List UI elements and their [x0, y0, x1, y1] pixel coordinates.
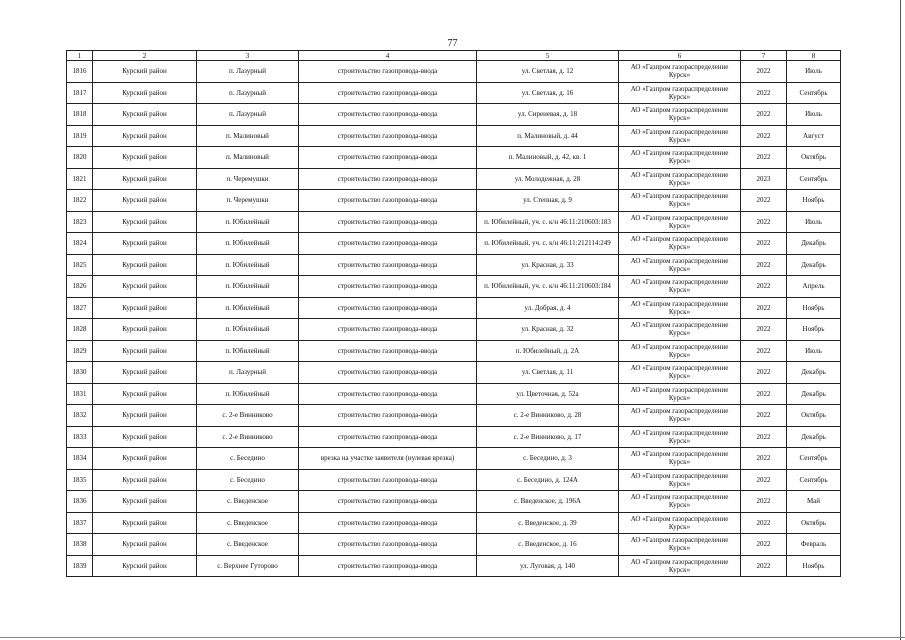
locality-cell: п. Малиновый	[197, 147, 299, 169]
column-number: 1	[67, 51, 93, 61]
organization-cell: АО «Газпром газораспределение Курск»	[619, 405, 741, 427]
district-cell: Курский район	[93, 491, 197, 513]
organization-cell: АО «Газпром газораспределение Курск»	[619, 448, 741, 470]
locality-cell: п. Малиновый	[197, 125, 299, 147]
locality-cell: п. Юбилейный	[197, 254, 299, 276]
year-cell: 2022	[741, 512, 787, 534]
work-type-cell: строительство газопровода-ввода	[299, 534, 477, 556]
row-number-cell: 1817	[67, 82, 93, 104]
address-cell: с. Введенское, д. 39	[477, 512, 619, 534]
year-cell: 2022	[741, 534, 787, 556]
table-row	[67, 82, 841, 104]
year-cell: 2022	[741, 469, 787, 491]
district-cell: Курский район	[93, 383, 197, 405]
month-cell: Октябрь	[787, 512, 841, 534]
locality-cell: п. Лазурный	[197, 362, 299, 384]
address-cell: п. Юбилейный, уч. с. к/н 46:11:210603:184	[477, 276, 619, 298]
address-cell: ул. Сиреневая, д. 18	[477, 104, 619, 126]
year-cell: 2022	[741, 190, 787, 212]
work-type-cell: строительство газопровода-ввода	[299, 276, 477, 298]
organization-cell: АО «Газпром газораспределение Курск»	[619, 211, 741, 233]
work-type-cell: строительство газопровода-ввода	[299, 190, 477, 212]
row-number-cell: 1827	[67, 297, 93, 319]
organization-cell: АО «Газпром газораспределение Курск»	[619, 491, 741, 513]
locality-cell: п. Юбилейный	[197, 276, 299, 298]
table-row	[67, 233, 841, 255]
table-row	[67, 362, 841, 384]
district-cell: Курский район	[93, 147, 197, 169]
district-cell: Курский район	[93, 297, 197, 319]
table-row	[67, 147, 841, 169]
work-type-cell: строительство газопровода-ввода	[299, 469, 477, 491]
page-number: 77	[447, 38, 458, 49]
year-cell: 2022	[741, 491, 787, 513]
month-cell: Июль	[787, 340, 841, 362]
column-number-row	[67, 51, 841, 61]
address-cell: с. 2-е Винниково, д. 28	[477, 405, 619, 427]
address-cell: ул. Луговая, д. 140	[477, 555, 619, 577]
work-type-cell: строительство газопровода-ввода	[299, 512, 477, 534]
row-number-cell: 1831	[67, 383, 93, 405]
organization-cell: АО «Газпром газораспределение Курск»	[619, 297, 741, 319]
address-cell: ул. Светлая, д. 11	[477, 362, 619, 384]
locality-cell: п. Юбилейный	[197, 211, 299, 233]
row-number-cell: 1838	[67, 534, 93, 556]
organization-cell: АО «Газпром газораспределение Курск»	[619, 555, 741, 577]
row-number-cell: 1819	[67, 125, 93, 147]
work-type-cell: строительство газопровода-ввода	[299, 405, 477, 427]
district-cell: Курский район	[93, 233, 197, 255]
month-cell: Июль	[787, 61, 841, 83]
row-number-cell: 1832	[67, 405, 93, 427]
locality-cell: с. Беседино	[197, 448, 299, 470]
row-number-cell: 1825	[67, 254, 93, 276]
year-cell: 2022	[741, 555, 787, 577]
organization-cell: АО «Газпром газораспределение Курск»	[619, 534, 741, 556]
organization-cell: АО «Газпром газораспределение Курск»	[619, 82, 741, 104]
table-row	[67, 405, 841, 427]
address-cell: ул. Светлая, д. 16	[477, 82, 619, 104]
work-type-cell: строительство газопровода-ввода	[299, 104, 477, 126]
locality-cell: п. Черемушки	[197, 168, 299, 190]
gas-connection-schedule-table	[66, 50, 841, 577]
year-cell: 2022	[741, 125, 787, 147]
table-row	[67, 534, 841, 556]
locality-cell: с. 2-е Винниково	[197, 426, 299, 448]
address-cell: п. Малиновый, д. 42, кв. 1	[477, 147, 619, 169]
row-number-cell: 1830	[67, 362, 93, 384]
row-number-cell: 1836	[67, 491, 93, 513]
organization-cell: АО «Газпром газораспределение Курск»	[619, 147, 741, 169]
organization-cell: АО «Газпром газораспределение Курск»	[619, 190, 741, 212]
work-type-cell: строительство газопровода-ввода	[299, 555, 477, 577]
locality-cell: с. Введенское	[197, 491, 299, 513]
row-number-cell: 1826	[67, 276, 93, 298]
work-type-cell: строительство газопровода-ввода	[299, 211, 477, 233]
row-number-cell: 1833	[67, 426, 93, 448]
address-cell: ул. Красная, д. 32	[477, 319, 619, 341]
work-type-cell: строительство газопровода-ввода	[299, 61, 477, 83]
table-row	[67, 190, 841, 212]
column-number: 3	[197, 51, 299, 61]
year-cell: 2022	[741, 340, 787, 362]
table-row	[67, 168, 841, 190]
year-cell: 2022	[741, 276, 787, 298]
month-cell: Октябрь	[787, 405, 841, 427]
address-cell: п. Малиновый, д. 44	[477, 125, 619, 147]
district-cell: Курский район	[93, 448, 197, 470]
locality-cell: п. Черемушки	[197, 190, 299, 212]
month-cell: Ноябрь	[787, 297, 841, 319]
organization-cell: АО «Газпром газораспределение Курск»	[619, 362, 741, 384]
locality-cell: с. Верхнее Гуторово	[197, 555, 299, 577]
month-cell: Февраль	[787, 534, 841, 556]
month-cell: Сентябрь	[787, 82, 841, 104]
month-cell: Август	[787, 125, 841, 147]
table-row	[67, 426, 841, 448]
address-cell: с. Введенское, д. 16	[477, 534, 619, 556]
work-type-cell: строительство газопровода-ввода	[299, 491, 477, 513]
year-cell: 2022	[741, 61, 787, 83]
locality-cell: п. Юбилейный	[197, 233, 299, 255]
year-cell: 2022	[741, 426, 787, 448]
work-type-cell: строительство газопровода-ввода	[299, 340, 477, 362]
address-cell: п. Юбилейный, уч. с. к/н 46:11:210603:183	[477, 211, 619, 233]
district-cell: Курский район	[93, 82, 197, 104]
page-edge-line	[900, 0, 901, 640]
column-number: 5	[477, 51, 619, 61]
organization-cell: АО «Газпром газораспределение Курск»	[619, 61, 741, 83]
district-cell: Курский район	[93, 555, 197, 577]
work-type-cell: строительство газопровода-ввода	[299, 168, 477, 190]
work-type-cell: строительство газопровода-ввода	[299, 82, 477, 104]
month-cell: Ноябрь	[787, 190, 841, 212]
organization-cell: АО «Газпром газораспределение Курск»	[619, 383, 741, 405]
district-cell: Курский район	[93, 405, 197, 427]
district-cell: Курский район	[93, 211, 197, 233]
table-row	[67, 555, 841, 577]
month-cell: Май	[787, 491, 841, 513]
work-type-cell: строительство газопровода-ввода	[299, 147, 477, 169]
work-type-cell: строительство газопровода-ввода	[299, 426, 477, 448]
organization-cell: АО «Газпром газораспределение Курск»	[619, 319, 741, 341]
table-row	[67, 211, 841, 233]
row-number-cell: 1816	[67, 61, 93, 83]
organization-cell: АО «Газпром газораспределение Курск»	[619, 276, 741, 298]
district-cell: Курский район	[93, 190, 197, 212]
page-bottom-line	[0, 637, 905, 638]
table-row	[67, 104, 841, 126]
month-cell: Декабрь	[787, 254, 841, 276]
work-type-cell: врезка на участке заявителя (нулевая врезка)	[299, 448, 477, 470]
month-cell: Декабрь	[787, 426, 841, 448]
work-type-cell: строительство газопровода-ввода	[299, 233, 477, 255]
work-type-cell: строительство газопровода-ввода	[299, 297, 477, 319]
district-cell: Курский район	[93, 254, 197, 276]
row-number-cell: 1835	[67, 469, 93, 491]
district-cell: Курский район	[93, 125, 197, 147]
year-cell: 2022	[741, 82, 787, 104]
address-cell: ул. Цветочная, д. 52а	[477, 383, 619, 405]
address-cell: с. 2-е Винниково, д. 17	[477, 426, 619, 448]
month-cell: Сентябрь	[787, 448, 841, 470]
year-cell: 2022	[741, 211, 787, 233]
work-type-cell: строительство газопровода-ввода	[299, 125, 477, 147]
organization-cell: АО «Газпром газораспределение Курск»	[619, 168, 741, 190]
locality-cell: с. Беседино	[197, 469, 299, 491]
address-cell: ул. Степная, д. 9	[477, 190, 619, 212]
locality-cell: п. Лазурный	[197, 61, 299, 83]
column-number: 6	[619, 51, 741, 61]
row-number-cell: 1828	[67, 319, 93, 341]
year-cell: 2022	[741, 147, 787, 169]
table-row	[67, 512, 841, 534]
row-number-cell: 1824	[67, 233, 93, 255]
column-number: 8	[787, 51, 841, 61]
year-cell: 2022	[741, 383, 787, 405]
organization-cell: АО «Газпром газораспределение Курск»	[619, 233, 741, 255]
year-cell: 2022	[741, 297, 787, 319]
district-cell: Курский район	[93, 168, 197, 190]
column-number: 7	[741, 51, 787, 61]
address-cell: ул. Добрая, д. 4	[477, 297, 619, 319]
month-cell: Июль	[787, 104, 841, 126]
work-type-cell: строительство газопровода-ввода	[299, 254, 477, 276]
work-type-cell: строительство газопровода-ввода	[299, 362, 477, 384]
month-cell: Декабрь	[787, 233, 841, 255]
locality-cell: п. Юбилейный	[197, 383, 299, 405]
month-cell: Октябрь	[787, 147, 841, 169]
row-number-cell: 1818	[67, 104, 93, 126]
month-cell: Апрель	[787, 276, 841, 298]
district-cell: Курский район	[93, 104, 197, 126]
organization-cell: АО «Газпром газораспределение Курск»	[619, 426, 741, 448]
year-cell: 2022	[741, 319, 787, 341]
work-type-cell: строительство газопровода-ввода	[299, 383, 477, 405]
locality-cell: п. Юбилейный	[197, 297, 299, 319]
address-cell: п. Юбилейный, уч. с. к/н 46:11:212114:249	[477, 233, 619, 255]
table-row	[67, 297, 841, 319]
year-cell: 2023	[741, 168, 787, 190]
locality-cell: п. Юбилейный	[197, 319, 299, 341]
table-row	[67, 383, 841, 405]
locality-cell: п. Лазурный	[197, 82, 299, 104]
year-cell: 2022	[741, 254, 787, 276]
address-cell: ул. Светлая, д. 12	[477, 61, 619, 83]
address-cell: с. Беседино, д. 3	[477, 448, 619, 470]
table-row	[67, 276, 841, 298]
locality-cell: п. Лазурный	[197, 104, 299, 126]
month-cell: Июль	[787, 211, 841, 233]
row-number-cell: 1834	[67, 448, 93, 470]
district-cell: Курский район	[93, 276, 197, 298]
locality-cell: с. 2-е Винниково	[197, 405, 299, 427]
table-row	[67, 491, 841, 513]
locality-cell: с. Введенское	[197, 534, 299, 556]
locality-cell: с. Введенское	[197, 512, 299, 534]
organization-cell: АО «Газпром газораспределение Курск»	[619, 512, 741, 534]
row-number-cell: 1829	[67, 340, 93, 362]
district-cell: Курский район	[93, 340, 197, 362]
organization-cell: АО «Газпром газораспределение Курск»	[619, 469, 741, 491]
row-number-cell: 1822	[67, 190, 93, 212]
organization-cell: АО «Газпром газораспределение Курск»	[619, 340, 741, 362]
year-cell: 2022	[741, 233, 787, 255]
row-number-cell: 1839	[67, 555, 93, 577]
column-number: 2	[93, 51, 197, 61]
month-cell: Ноябрь	[787, 555, 841, 577]
district-cell: Курский район	[93, 469, 197, 491]
district-cell: Курский район	[93, 319, 197, 341]
month-cell: Декабрь	[787, 362, 841, 384]
table-row	[67, 469, 841, 491]
organization-cell: АО «Газпром газораспределение Курск»	[619, 104, 741, 126]
year-cell: 2022	[741, 362, 787, 384]
table-row	[67, 448, 841, 470]
row-number-cell: 1820	[67, 147, 93, 169]
month-cell: Декабрь	[787, 383, 841, 405]
district-cell: Курский район	[93, 61, 197, 83]
column-number: 4	[299, 51, 477, 61]
table-row	[67, 61, 841, 83]
address-cell: ул. Красная, д. 33	[477, 254, 619, 276]
work-type-cell: строительство газопровода-ввода	[299, 319, 477, 341]
year-cell: 2022	[741, 448, 787, 470]
organization-cell: АО «Газпром газораспределение Курск»	[619, 254, 741, 276]
address-cell: с. Введенское, д. 196А	[477, 491, 619, 513]
table-row	[67, 125, 841, 147]
table-row	[67, 254, 841, 276]
year-cell: 2022	[741, 405, 787, 427]
district-cell: Курский район	[93, 534, 197, 556]
organization-cell: АО «Газпром газораспределение Курск»	[619, 125, 741, 147]
month-cell: Сентябрь	[787, 168, 841, 190]
month-cell: Ноябрь	[787, 319, 841, 341]
address-cell: ул. Молодежная, д. 28	[477, 168, 619, 190]
address-cell: п. Юбилейный, д. 2А	[477, 340, 619, 362]
year-cell: 2022	[741, 104, 787, 126]
address-cell: с. Беседино, д. 124А	[477, 469, 619, 491]
table-row	[67, 340, 841, 362]
locality-cell: п. Юбилейный	[197, 340, 299, 362]
district-cell: Курский район	[93, 362, 197, 384]
month-cell: Сентябрь	[787, 469, 841, 491]
district-cell: Курский район	[93, 512, 197, 534]
row-number-cell: 1823	[67, 211, 93, 233]
table-row	[67, 319, 841, 341]
district-cell: Курский район	[93, 426, 197, 448]
row-number-cell: 1821	[67, 168, 93, 190]
row-number-cell: 1837	[67, 512, 93, 534]
